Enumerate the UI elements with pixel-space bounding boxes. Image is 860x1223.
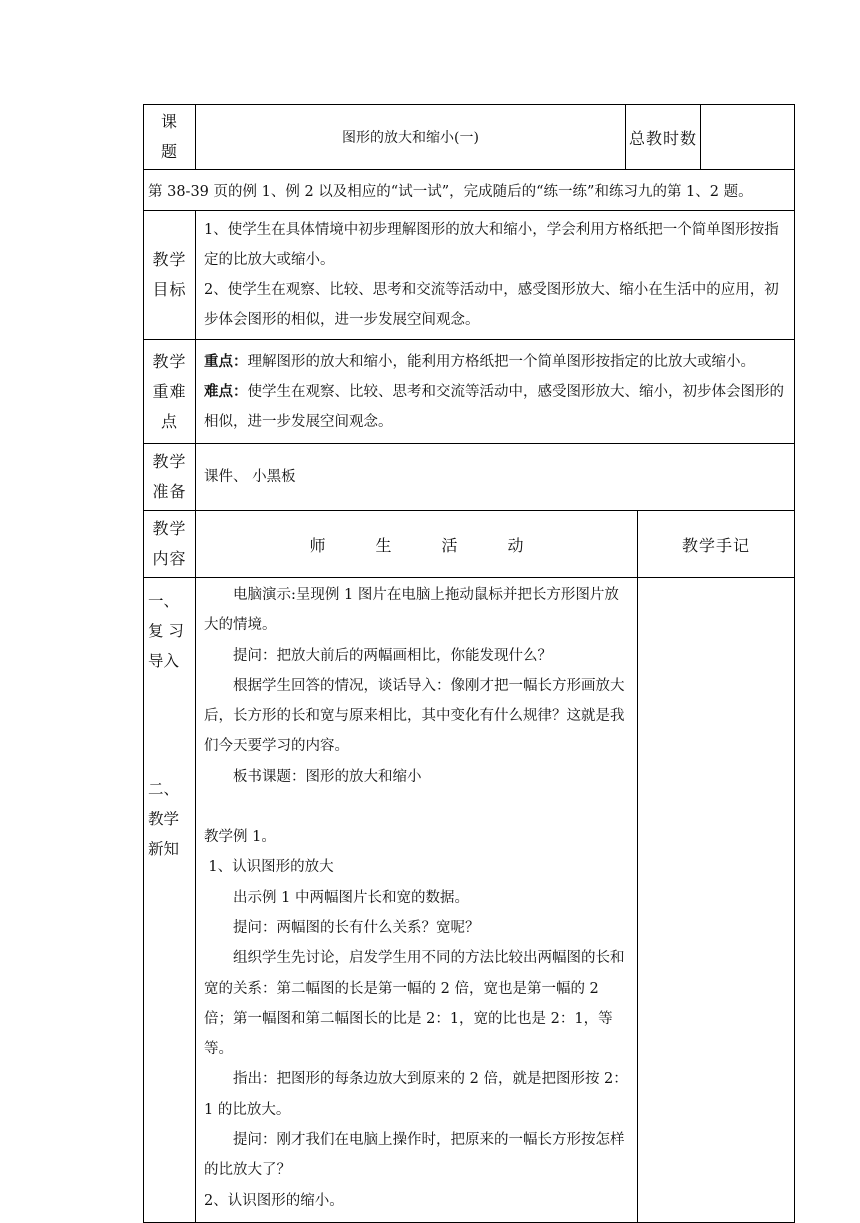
keypoints-label: 教学 重难 点 (144, 340, 196, 444)
section-1-label: 一、 (148, 592, 180, 610)
paragraph: 提问：刚才我们在电脑上操作时，把原来的一幅长方形按怎样的比放大了？ (204, 1132, 625, 1179)
goals-row (144, 211, 795, 340)
topic-row (144, 105, 795, 170)
goal-item: 1、使学生在具体情境中初步理解图形的放大和缩小，学会利用方格纸把一个简单图形按指定的比放大或缩小。 (204, 222, 779, 268)
paragraph: 提问：把放大前后的两幅画相比，你能发现什么？ (233, 647, 552, 664)
paragraph: 教学例 1。 (204, 829, 276, 846)
prep-content: 课件、 小黑板 (196, 444, 795, 511)
difficult-point: 难点：使学生在观察、比较、思考和交流等活动中，感受图形放大、缩小，初步体会图形的相似，进一步发展空间观念。 (204, 382, 784, 430)
total-hours-value (701, 105, 795, 170)
paragraph: 2、认识图形的缩小。 (204, 1192, 344, 1209)
section-2-label: 二、 (148, 780, 180, 798)
paragraph: 1、认识图形的放大 (208, 859, 334, 876)
lesson-title: 图形的放大和缩小(一) (196, 105, 626, 170)
activity-header-row (144, 511, 795, 578)
activity-content (196, 578, 638, 1223)
paragraph: 组织学生先讨论，启发学生用不同的方法比较出两幅图的长和宽的关系：第二幅图的长是第一幅的 2 倍，宽也是第一幅的 2 倍；第一幅图和第二幅图长的比是 2：1，宽的比也是 2：1，等等。 (204, 950, 625, 1058)
activity-body-row (144, 578, 795, 1223)
lesson-plan-table (143, 104, 795, 1223)
keypoints-row (144, 340, 795, 444)
content-scope: 第 38-39 页的例 1、例 2 以及相应的“试一试”，完成随后的“练一练”和练习九的第 1、2 题。 (144, 170, 795, 211)
prep-row (144, 444, 795, 511)
paragraph: 出示例 1 中两幅图片长和宽的数据。 (233, 889, 469, 906)
topic-label: 课 题 (144, 105, 196, 170)
teaching-notes-cell (638, 578, 795, 1223)
content-label: 教学 内容 (144, 511, 196, 578)
keypoints-content (196, 340, 795, 444)
paragraph: 提问：两幅图的长有什么关系？宽呢？ (233, 919, 480, 936)
goal-item: 2、使学生在观察、比较、思考和交流等活动中，感受图形放大、缩小在生活中的应用，初步体会图形的相似，进一步发展空间观念。 (204, 282, 779, 328)
paragraph: 板书课题：图形的放大和缩小 (233, 768, 422, 785)
activity-title: 师 生 活 动 (196, 511, 638, 578)
notes-label: 教学手记 (638, 511, 795, 578)
paragraph: 根据学生回答的情况，谈话导入：像刚才把一幅长方形画放大后，长方形的长和宽与原来相比，其中变化有什么规律？这就是我们今天要学习的内容。 (204, 677, 625, 755)
section-labels: 一、 复 习 导入 二、 教学 新知 (144, 578, 196, 1223)
prep-label: 教学 准备 (144, 444, 196, 511)
goals-label: 教学 目标 (144, 211, 196, 340)
paragraph: 电脑演示:呈现例 1 图片在电脑上拖动鼠标并把长方形图片放大的情境。 (204, 587, 619, 634)
key-point: 重点：理解图形的放大和缩小，能利用方格纸把一个简单图形按指定的比放大或缩小。 (204, 352, 755, 370)
total-hours-label: 总教时数 (626, 105, 701, 170)
paragraph: 指出：把图形的每条边放大到原来的 2 倍，就是把图形按 2：1 的比放大。 (204, 1071, 628, 1118)
goals-content (196, 211, 795, 340)
